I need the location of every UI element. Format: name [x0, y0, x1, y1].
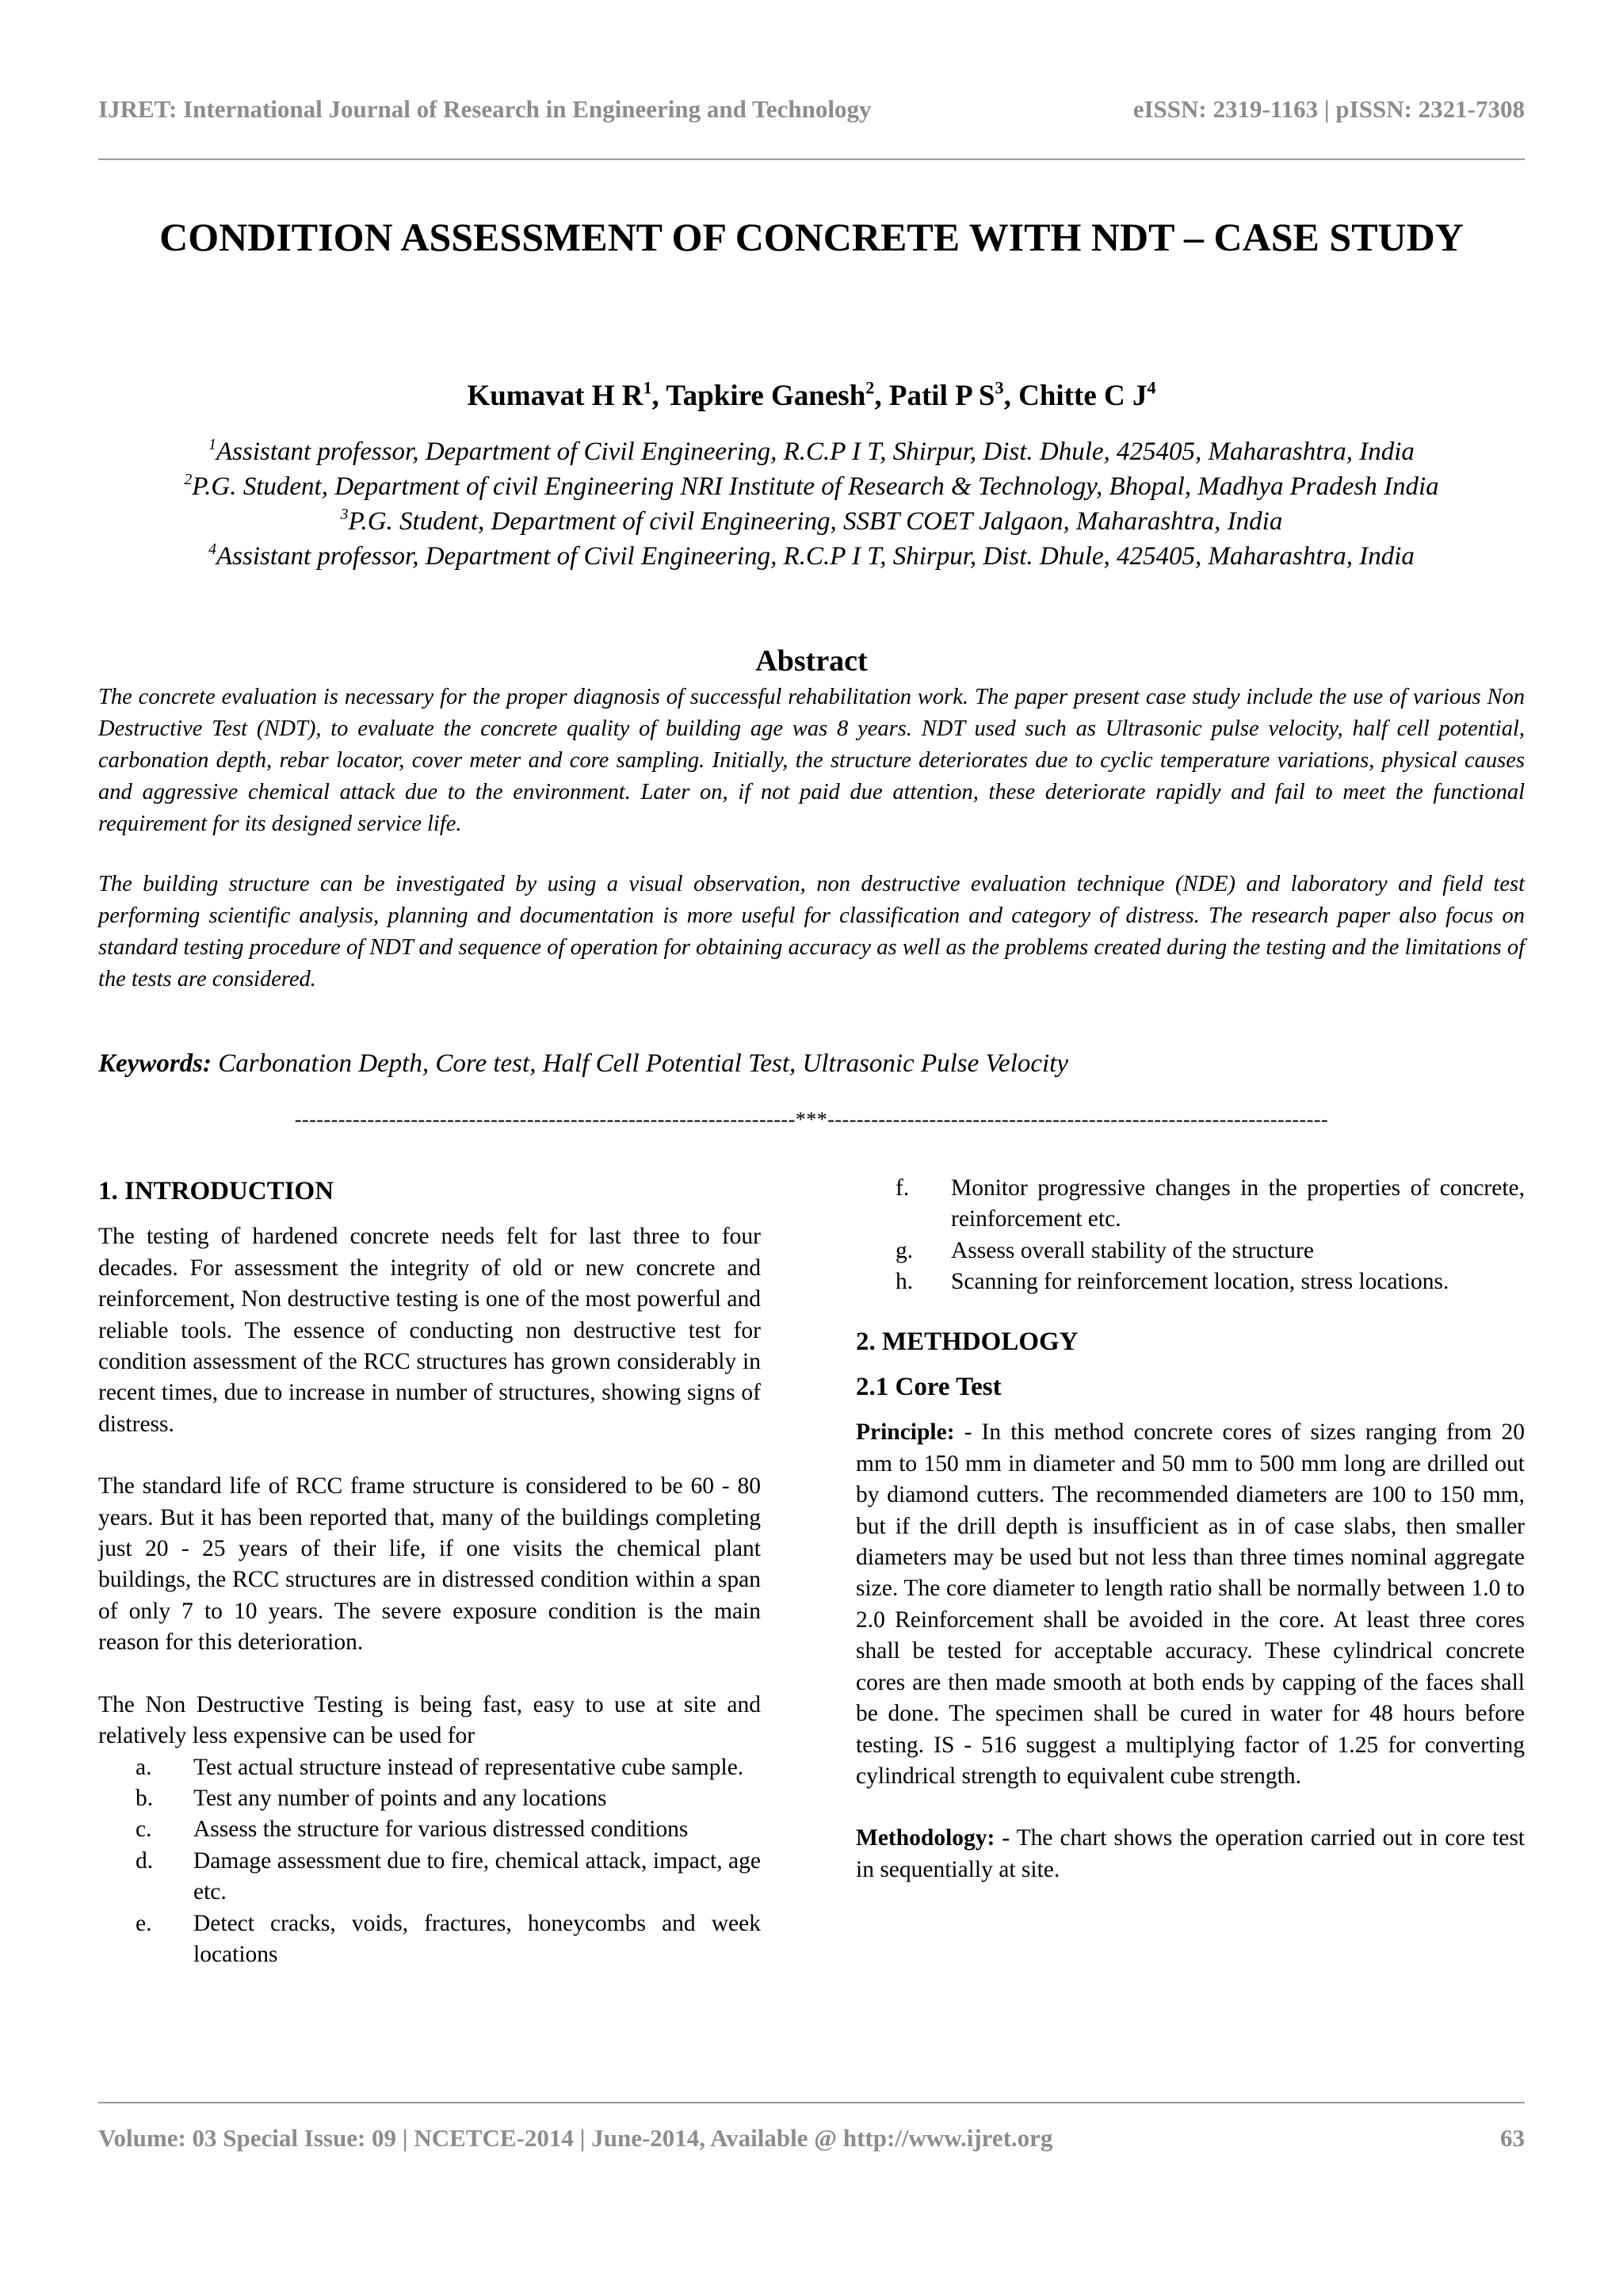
list-item: g. Assess overall stability of the structure [896, 1237, 1314, 1263]
abstract-paragraph: The building structure can be investigated by using a visual observation, non destructive evaluation technique (NDE) and laboratory and field test performing scientific analysis, planning and documentation is more useful for classification and category of distress. The research paper also focus on standard testing procedure of NDT and sequence of operation for obtaining accuracy as well as the problems created during the testing and the limitations of the tests are considered. [98, 872, 1525, 991]
issn-text: eISSN: 2319-1163 | pISSN: 2321-7308 [1132, 95, 1525, 123]
list-item: c. Assess the structure for various distressed conditions [136, 1817, 689, 1843]
keywords-label: Keywords: [98, 1049, 212, 1078]
methodology-label: Methodology: - [856, 1825, 1010, 1851]
body-paragraph: Methodology: - The chart shows the operation carried out in core test in sequentially at site. [856, 1825, 1525, 1882]
journal-name: IJRET: International Journal of Research in Engineering and Technology [98, 95, 872, 123]
right-column [856, 1173, 1525, 1916]
running-header [98, 95, 1525, 124]
list-item: d. Damage assessment due to fire, chemical attack, impact, age etc. [136, 1847, 761, 1905]
section-heading-introduction: 1. INTRODUCTION [98, 1177, 334, 1205]
list-item: f. Monitor progressive changes in the properties of concrete, reinforcement etc. [896, 1175, 1525, 1232]
list-item: b. Test any number of points and any locations [136, 1785, 607, 1811]
running-footer [98, 2124, 1525, 2153]
keywords-text: Carbonation Depth, Core test, Half Cell Potential Test, Ultrasonic Pulse Velocity [212, 1049, 1068, 1078]
page-number: 63 [1500, 2124, 1525, 2152]
body-paragraph: Principle: - In this method concrete cores of sizes ranging from 20 mm to 150 mm in diameter and 50 mm to 500 mm long are drilled out by diamond cutters. The recommended diameters are 100 to 150 mm, but if the drill depth is insufficient as in of case slabs, then smaller diameters may be used but not less than three times nominal aggregate size. The core diameter to length ratio shall be normally between 1.0 to 2.0 Reinforcement shall be avoided in the core. At least three cores shall be tested for acceptable accuracy. These cylindrical concrete cores are then made smooth at both ends by capping of the faces shall be done. The specimen shall be cured in water for 48 hours before testing. IS - 516 suggest a multiplying factor of 1.25 for converting cylindrical strength to equivalent cube strength. [856, 1419, 1525, 1789]
paper-title: CONDITION ASSESSMENT OF CONCRETE WITH NDT – CASE STUDY [159, 215, 1464, 259]
keywords [98, 1049, 1525, 1079]
left-column [98, 1176, 761, 1970]
list-item: a. Test actual structure instead of representative cube sample. [136, 1754, 744, 1780]
author-list [98, 379, 1525, 413]
subsection-heading-core-test: 2.1 Core Test [856, 1373, 1002, 1402]
affiliation: $^4$Assistant professor, Department of Civil Engineering, R.C.P I T, Shirpur, Dist. Dhule, 425405, Maharashtra, India [208, 541, 1415, 571]
affiliation: $^1$Assistant professor, Department of Civil Engineering, R.C.P I T, Shirpur, Dist. Dhule, 425405, Maharashtra, India [208, 436, 1415, 466]
body-paragraph: The standard life of RCC frame structure is considered to be 60 - 80 years. But it has been reported that, many of the buildings completing just 20 - 25 years of their life, if one visits the chemical plant buildings, the RCC structures are in distressed condition within a span of only 7 to 10 years. The severe exposure condition is the main reason for this deterioration. [98, 1473, 761, 1656]
header-divider [98, 159, 1525, 160]
footer-divider [98, 2102, 1525, 2103]
abstract-body [98, 682, 1525, 1024]
principle-label: Principle: [856, 1419, 955, 1446]
affiliation: $^3$P.G. Student, Department of civil Engineering, SSBT COET Jalgaon, Maharashtra, India [340, 506, 1283, 536]
author: Patil P $S^3$, [888, 377, 1019, 412]
author: Chitte C $J^4$ [1018, 377, 1156, 412]
body-paragraph: The testing of hardened concrete needs felt for last three to four decades. For assessment the integrity of old or new concrete and reinforcement, Non destructive testing is one of the most powerful and reliable tools. The essence of conducting non destructive test for condition assessment of the RCC structures has grown considerably in recent times, due to increase in number of structures, showing signs of distress. [98, 1224, 761, 1437]
benefit-list [98, 1752, 761, 1971]
abstract-heading: Abstract [755, 644, 868, 678]
author: Kumavat H $R^1$, [467, 377, 666, 412]
affiliation-list [98, 434, 1525, 574]
list-item: h. Scanning for reinforcement location, stress locations. [896, 1269, 1449, 1295]
footer-citation: Volume: 03 Special Issue: 09 | NCETCE-2014 | June-2014, Available @ http://www.ijret.org [98, 2124, 1053, 2152]
section-separator: ---------------------------------------------------------------------***--------------------------------------------------------------------- [294, 1108, 1329, 1131]
list-item: e. Detect cracks, voids, fractures, honeycombs and week locations [136, 1910, 761, 1967]
body-paragraph: The Non Destructive Testing is being fast, easy to use at site and relatively less expensive can be used for [98, 1691, 761, 1749]
abstract-paragraph: The concrete evaluation is necessary for the proper diagnosis of successful rehabilitation work. The paper present case study include the use of various Non Destructive Test (NDT), to evaluate the concrete quality of building age was 8 years. NDT used such as Ultrasonic pulse velocity, half cell potential, carbonation depth, rebar locator, cover meter and core sampling. Initially, the structure deteriorates due to cyclic temperature variations, physical causes and aggressive chemical attack due to the environment. Later on, if not paid due attention, these deteriorate rapidly and fail to meet the functional requirement for its designed service life. [98, 685, 1525, 836]
section-heading-methodology: 2. METHDOLOGY [856, 1327, 1079, 1356]
benefit-list-continued [856, 1173, 1525, 1298]
affiliation: $^2$P.G. Student, Department of civil Engineering NRI Institute of Research & Technology, Bhopal, Madhya Pradesh India [184, 471, 1439, 501]
author: Tapkire Ganesh$^2$, [666, 377, 889, 412]
